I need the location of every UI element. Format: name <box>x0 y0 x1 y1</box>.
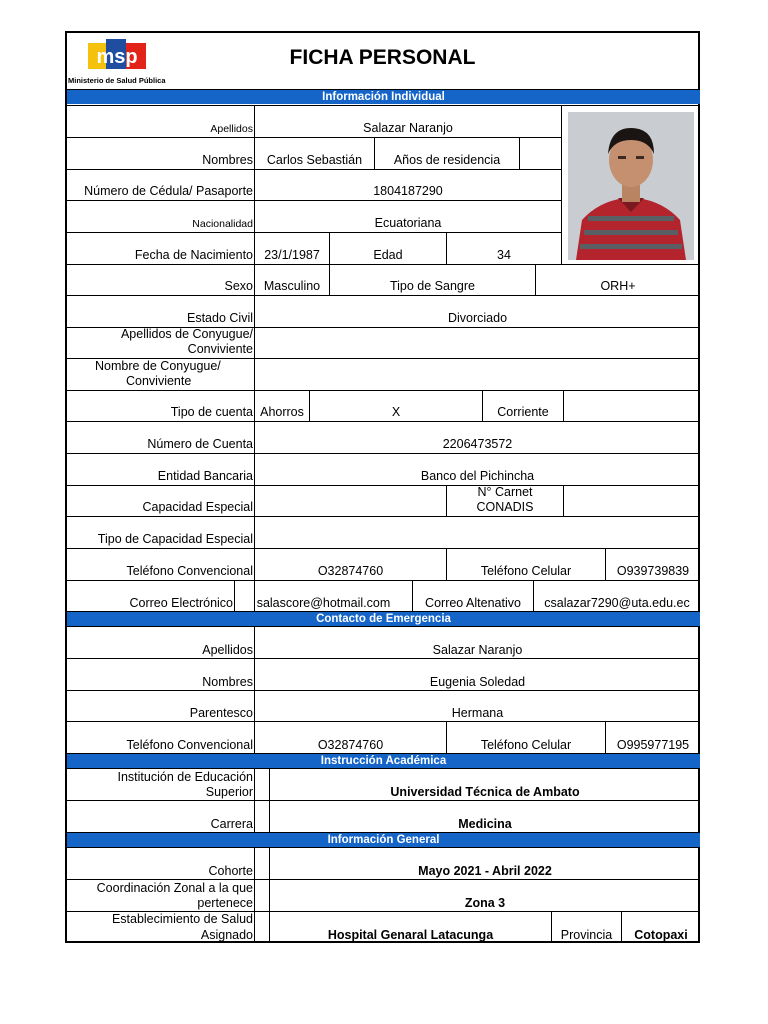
civil-label: Estado Civil <box>187 311 253 325</box>
emergency-phone-label: Teléfono Convencional <box>126 738 253 752</box>
spouse-surnames-label: Apellidos de Conyugue/ <box>120 327 253 341</box>
id-label: Número de Cédula/ Pasaporte <box>84 184 253 198</box>
account-type-label: Tipo de cuenta <box>170 405 253 419</box>
birth-value: 23/1/1987 <box>264 248 320 262</box>
account-number-label: Número de Cuenta <box>147 437 253 451</box>
names-value: Carlos Sebastián <box>266 153 363 167</box>
disability-label: Capacidad Especial <box>142 500 253 514</box>
email-label: Correo Electrónico <box>129 596 233 610</box>
emergency-relation-value: Hermana <box>451 706 504 720</box>
career-value: Medicina <box>458 817 512 831</box>
nationality-label: Nacionalidad <box>192 218 253 230</box>
account-savings: Ahorros <box>260 405 304 419</box>
alt-email-label: Correo Altenativo <box>425 596 521 610</box>
emergency-mobile-label: Teléfono Celular <box>480 738 572 752</box>
person-photo-icon <box>568 112 694 260</box>
section-emergency: Contacto de Emergencia <box>67 612 700 626</box>
mobile-label: Teléfono Celular <box>480 564 572 578</box>
bank-label: Entidad Bancaria <box>157 469 253 483</box>
conadis-label-2: CONADIS <box>476 500 534 514</box>
facility-label: Establecimiento de Salud <box>111 912 253 926</box>
surnames-value: Salazar Naranjo <box>363 121 453 135</box>
province-value: Cotopaxi <box>634 928 688 942</box>
mobile-value: O939739839 <box>616 564 690 578</box>
zone-label: Coordinación Zonal a la que <box>96 881 253 895</box>
spouse-surnames-label-2: Conviviente <box>187 342 253 356</box>
sex-value: Masculino <box>263 279 321 293</box>
conadis-label: N° Carnet <box>477 485 533 499</box>
zone-label-2: pertenece <box>197 896 253 910</box>
emergency-names-value: Eugenia Soledad <box>429 675 526 689</box>
account-current: Corriente <box>497 405 549 419</box>
facility-label-2: Asignado <box>200 928 253 942</box>
section-academic: Instrucción Académica <box>67 754 700 768</box>
birth-label: Fecha de Nacimiento <box>134 248 253 262</box>
civil-value: Divorciado <box>447 311 508 325</box>
bank-value: Banco del Pichincha <box>420 469 535 483</box>
emergency-surnames-label: Apellidos <box>202 643 253 657</box>
emergency-phone-value: O32874760 <box>317 738 384 752</box>
cohort-value: Mayo 2021 - Abril 2022 <box>418 864 552 878</box>
disability-type-label: Tipo de Capacidad Especial <box>97 532 253 546</box>
emergency-mobile-value: O995977195 <box>616 738 690 752</box>
section-general: Información General <box>67 833 700 847</box>
id-value: 1804187290 <box>373 184 443 198</box>
phone-value: O32874760 <box>317 564 384 578</box>
names-label: Nombres <box>202 153 253 167</box>
section-individual: Información Individual <box>67 90 700 104</box>
alt-email-value: csalazar7290@uta.edu.ec <box>544 596 690 610</box>
province-label: Provincia <box>560 928 613 942</box>
ministry-caption: Ministerio de Salud Pública <box>68 76 166 85</box>
institution-value: Universidad Técnica de Ambato <box>390 785 580 799</box>
msp-logo-icon <box>86 37 148 75</box>
age-label: Edad <box>373 248 403 262</box>
account-mark: X <box>391 405 401 419</box>
phone-label: Teléfono Convencional <box>126 564 253 578</box>
residence-label: Años de residencia <box>393 153 501 167</box>
blood-value: ORH+ <box>600 279 636 293</box>
account-number-value: 2206473572 <box>442 437 513 451</box>
profile-photo <box>568 112 694 260</box>
emergency-surnames-value: Salazar Naranjo <box>432 643 523 657</box>
sex-label: Sexo <box>224 279 253 293</box>
institution-label-2: Superior <box>205 785 253 799</box>
blood-label: Tipo de Sangre <box>389 279 475 293</box>
zone-value: Zona 3 <box>464 896 506 910</box>
emergency-names-label: Nombres <box>202 675 253 689</box>
spouse-name-label: Nombre de Conyugue/ <box>95 359 221 373</box>
spouse-name-label-2: Conviviente <box>126 374 192 388</box>
page-title: FICHA PERSONAL <box>289 46 476 69</box>
career-label: Carrera <box>210 817 253 831</box>
nationality-value: Ecuatoriana <box>374 216 442 230</box>
emergency-relation-label: Parentesco <box>189 706 253 720</box>
institution-label: Institución de Educación <box>117 770 253 784</box>
age-value: 34 <box>497 248 511 262</box>
cohort-label: Cohorte <box>208 864 253 878</box>
facility-value: Hospital Genaral Latacunga <box>327 928 494 942</box>
logo-letters: msp <box>96 46 138 68</box>
surnames-label: Apellidos <box>210 123 253 135</box>
email-value: salascore@hotmail.com <box>256 596 391 610</box>
